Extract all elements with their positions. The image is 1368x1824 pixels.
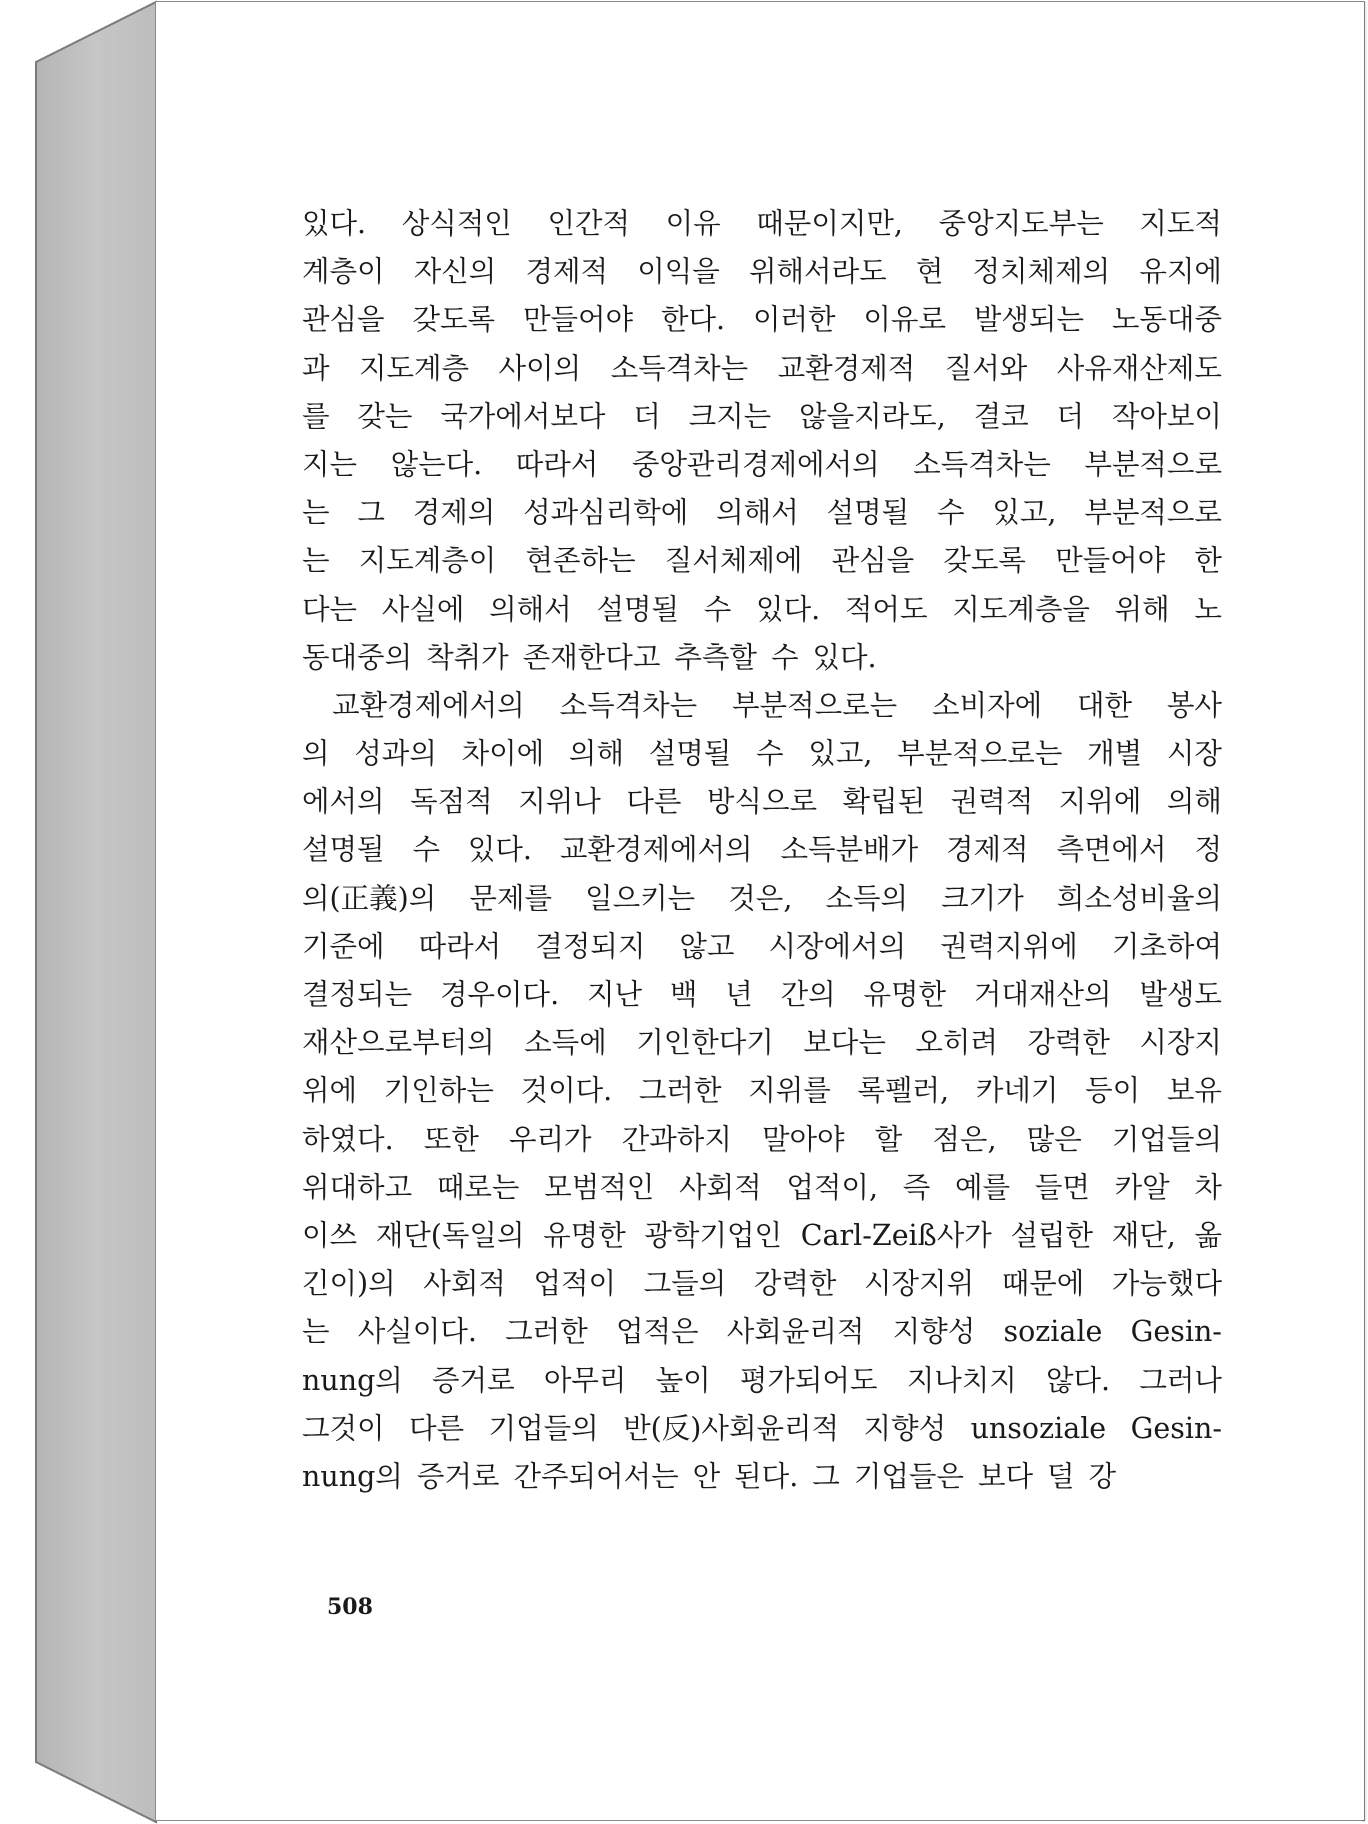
text-line: 긴이)의 사회적 업적이 그들의 강력한 시장지위 때문에 가능했다 [302,1267,1222,1301]
text-line: 를 갖는 국가에서보다 더 크지는 않을지라도, 결코 더 작아보이 [302,399,1222,433]
text-line: 그것이 다른 기업들의 반(反)사회윤리적 지향성 unsoziale Gesin- [302,1411,1222,1445]
text-line: 계층이 자신의 경제적 이익을 위해서라도 현 정치체제의 유지에 [302,255,1222,289]
text-line: nung의 증거로 아무리 높이 평가되어도 지나치지 않다. 그러나 [302,1363,1222,1397]
text-line: 동대중의 착취가 존재한다고 추측할 수 있다. [302,640,877,674]
text-line: 지는 않는다. 따라서 중앙관리경제에서의 소득격차는 부분적으로 [302,447,1222,481]
text-line: 위대하고 때로는 모범적인 사회적 업적이, 즉 예를 들면 카알 차 [302,1170,1222,1204]
body-text [302,200,1222,1501]
text-line: 결정되는 경우이다. 지난 백 년 간의 유명한 거대재산의 발생도 [302,978,1222,1011]
text-line: 재산으로부터의 소득에 기인한다기 보다는 오히려 강력한 시장지 [302,1026,1222,1060]
text-line: 위에 기인하는 것이다. 그러한 지위를 록펠러, 카네기 등이 보유 [302,1074,1222,1108]
text-line: 이쓰 재단(독일의 유명한 광학기업인 Carl-Zeiß사가 설립한 재단, 옮 [302,1218,1222,1252]
text-line: 교환경제에서의 소득격차는 부분적으로는 소비자에 대한 봉사 [332,688,1222,722]
text-line: 의(正義)의 문제를 일으키는 것은, 소득의 크기가 희소성비율의 [302,881,1222,915]
page-number: 508 [327,1594,373,1620]
text-line: 는 그 경제의 성과심리학에 의해서 설명될 수 있고, 부분적으로 [302,496,1222,530]
text-line: 에서의 독점적 지위나 다른 방식으로 확립된 권력적 지위에 의해 [302,785,1222,819]
text-line: 는 사실이다. 그러한 업적은 사회윤리적 지향성 soziale Gesin- [302,1315,1222,1349]
text-line: 하였다. 또한 우리가 간과하지 말아야 할 점은, 많은 기업들의 [302,1122,1222,1156]
book-page [156,2,1364,1820]
book-spine [36,2,156,1822]
text-line: 기준에 따라서 결정되지 않고 시장에서의 권력지위에 기초하여 [302,929,1222,963]
text-line: 의 성과의 차이에 의해 설명될 수 있고, 부분적으로는 개별 시장 [302,737,1222,771]
text-line: 있다. 상식적인 인간적 이유 때문이지만, 중앙지도부는 지도적 [302,207,1222,240]
text-line: 다는 사실에 의해서 설명될 수 있다. 적어도 지도계층을 위해 노 [302,592,1222,626]
text-line: 설명될 수 있다. 교환경제에서의 소득분배가 경제적 측면에서 정 [302,833,1222,867]
text-line: 관심을 갖도록 만들어야 한다. 이러한 이유로 발생되는 노동대중 [302,303,1222,337]
text-line: 과 지도계층 사이의 소득격차는 교환경제적 질서와 사유재산제도 [302,351,1222,385]
text-line: nung의 증거로 간주되어서는 안 된다. 그 기업들은 보다 덜 강 [302,1459,1117,1493]
text-line: 는 지도계층이 현존하는 질서체제에 관심을 갖도록 만들어야 한 [302,544,1222,578]
